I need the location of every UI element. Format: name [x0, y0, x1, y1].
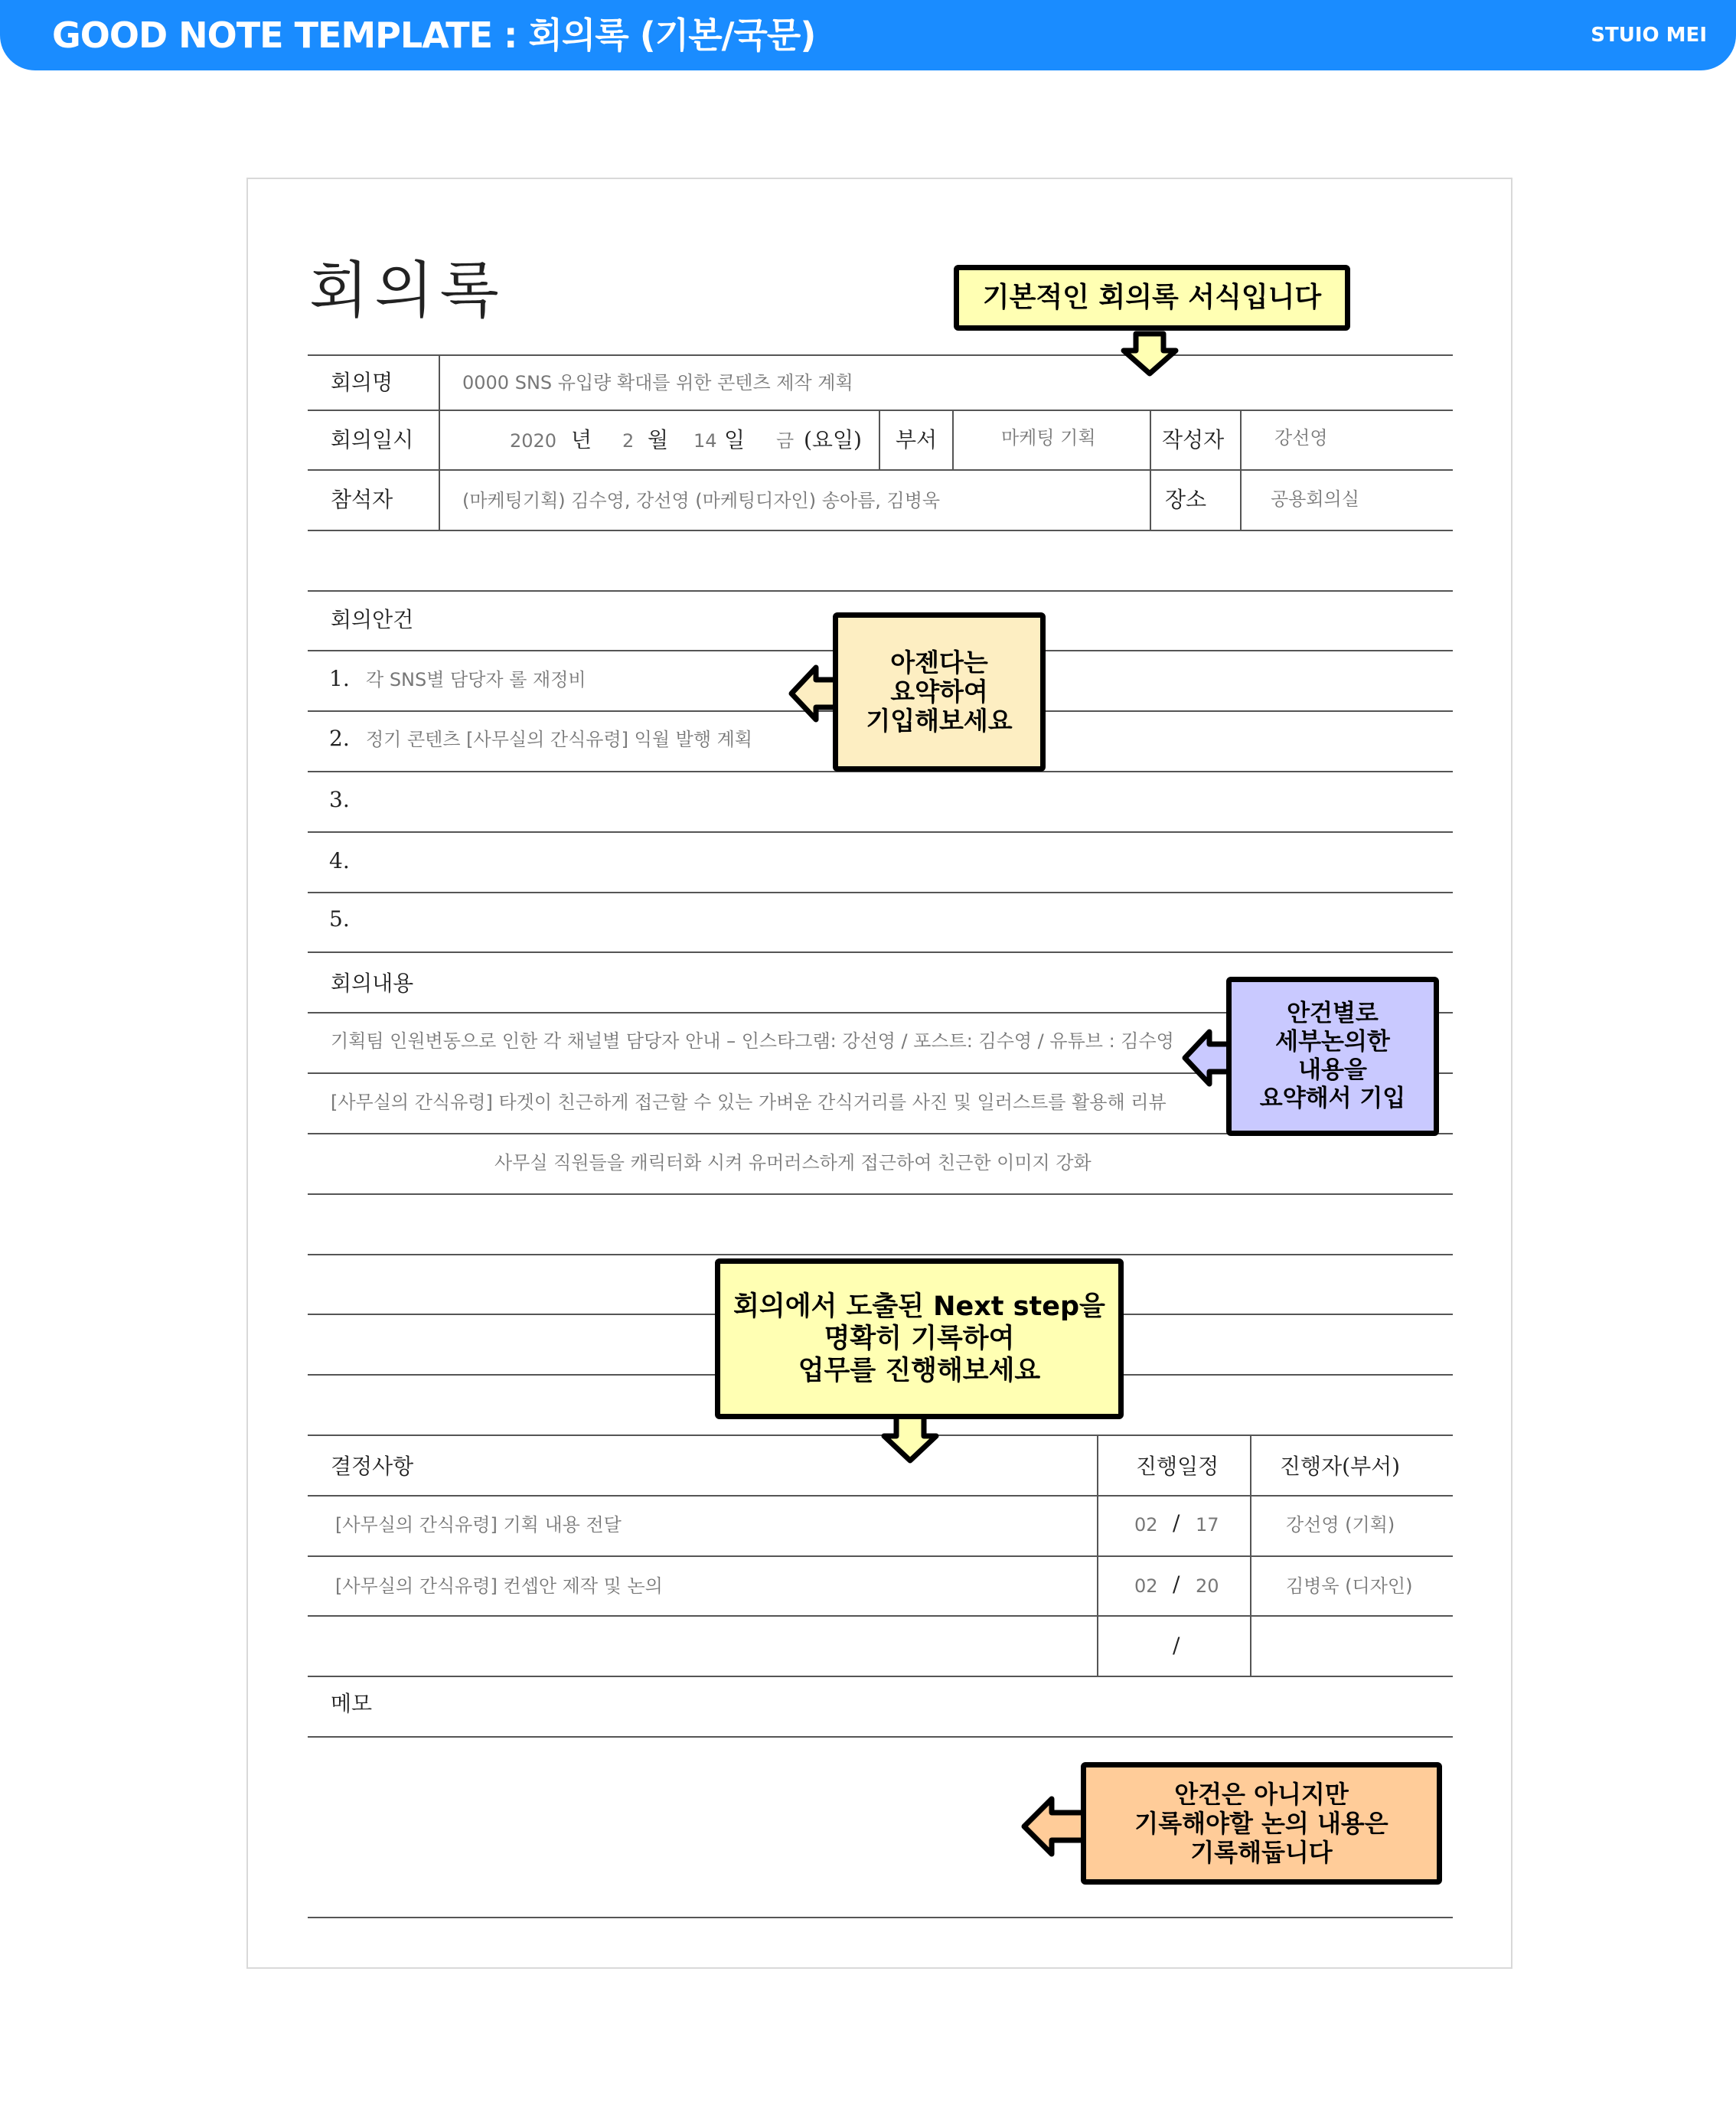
agenda-item-number: 3.: [329, 787, 350, 812]
callout-next-step-tip: 회의에서 도출된 Next step을 명확히 기록하여 업무를 진행해보세요: [715, 1258, 1124, 1419]
rule: [308, 892, 1453, 893]
agenda-item-text[interactable]: 각 SNS별 담당자 롤 재정비: [366, 669, 586, 690]
column-divider: [439, 354, 440, 530]
decision-owner[interactable]: 강선영 (기획): [1286, 1514, 1395, 1536]
agenda-item-number: 5.: [329, 906, 350, 932]
column-divider: [952, 410, 954, 469]
banner-title: GOOD NOTE TEMPLATE : 회의록 (기본/국문): [52, 15, 816, 56]
column-divider: [1097, 1435, 1098, 1676]
date-separator: /: [1173, 1572, 1180, 1597]
decision-month[interactable]: 02: [1134, 1514, 1158, 1536]
column-divider: [879, 410, 880, 469]
document-title: 회의록: [309, 255, 505, 326]
date-weekday-suffix: (요일): [804, 427, 862, 452]
decision-text[interactable]: [사무실의 간식유령] 기획 내용 전달: [335, 1514, 622, 1536]
content-line[interactable]: 사무실 직원들을 캐릭터화 시켜 유머러스하게 접근하여 친근한 이미지 강화: [494, 1152, 1092, 1173]
meeting-name-value[interactable]: 0000 SNS 유입량 확대를 위한 콘텐츠 제작 계획: [462, 372, 853, 393]
content-line[interactable]: 기획팀 인원변동으로 인한 각 채널별 담당자 안내 – 인스타그램: 강선영 / 포스트: 김수영 / 유튜브 : 김수영: [331, 1030, 1174, 1052]
rule: [308, 354, 1453, 356]
arrow-left-icon: [1021, 1796, 1085, 1857]
agenda-item-text[interactable]: 정기 콘텐츠 [사무실의 간식유령] 익월 발행 계획: [366, 729, 752, 750]
top-banner: [0, 0, 1736, 70]
callout-content-tip: 안건별로 세부논의한 내용을 요약해서 기입: [1226, 977, 1439, 1136]
rule: [308, 469, 1453, 471]
author-value[interactable]: 강선영: [1274, 427, 1328, 449]
rule: [308, 530, 1453, 531]
attendees-label: 참석자: [331, 487, 393, 512]
rule: [308, 410, 1453, 411]
rule: [308, 1193, 1453, 1195]
memo-label: 메모: [331, 1691, 373, 1716]
decision-month[interactable]: 02: [1134, 1575, 1158, 1597]
column-divider: [1240, 410, 1242, 530]
content-line[interactable]: [사무실의 간식유령] 타겟이 친근하게 접근할 수 있는 가벼운 간식거리를 사진 및 일러스트를 활용해 리뷰: [331, 1092, 1167, 1113]
callout-basic-format: 기본적인 회의록 서식입니다: [954, 265, 1350, 331]
decision-text[interactable]: [사무실의 간식유령] 컨셉안 제작 및 논의: [335, 1575, 663, 1597]
meeting-name-label: 회의명: [331, 370, 393, 395]
date-year[interactable]: 2020: [510, 430, 557, 452]
column-divider: [1250, 1435, 1251, 1676]
author-label: 작성자: [1162, 427, 1225, 452]
callout-memo-tip: 안건은 아니지만 기록해야할 논의 내용은 기록해둡니다: [1081, 1762, 1442, 1885]
date-day[interactable]: 14: [693, 430, 717, 452]
date-month-unit: 월: [648, 427, 669, 452]
date-weekday[interactable]: 금: [776, 430, 795, 452]
banner-brand: STUIO MEI: [1591, 24, 1707, 47]
rule: [308, 1495, 1453, 1497]
meeting-date-label: 회의일시: [331, 427, 414, 452]
arrow-down-icon: [879, 1416, 941, 1464]
rule: [308, 1917, 1453, 1918]
schedule-label: 진행일정: [1136, 1454, 1219, 1479]
dept-label: 부서: [896, 427, 938, 452]
decision-day[interactable]: 20: [1196, 1575, 1219, 1597]
place-label: 장소: [1165, 487, 1207, 512]
owner-label: 진행자(부서): [1280, 1454, 1401, 1479]
place-value[interactable]: 공용회의실: [1271, 488, 1359, 510]
rule: [308, 831, 1453, 833]
attendees-value[interactable]: (마케팅기획) 김수영, 강선영 (마케팅디자인) 송아름, 김병욱: [462, 490, 941, 511]
rule: [308, 1676, 1453, 1677]
date-separator: /: [1173, 1510, 1180, 1536]
date-day-unit: 일: [724, 427, 746, 452]
rule: [308, 1736, 1453, 1738]
content-label: 회의내용: [331, 971, 414, 996]
agenda-item-number: 4.: [329, 848, 350, 873]
arrow-down-icon: [1119, 334, 1180, 377]
decision-owner[interactable]: 김병욱 (디자인): [1286, 1575, 1413, 1597]
rule: [308, 590, 1453, 592]
date-month[interactable]: 2: [622, 430, 635, 452]
rule: [308, 1615, 1453, 1617]
decision-day[interactable]: 17: [1196, 1514, 1219, 1536]
date-separator: /: [1173, 1633, 1180, 1658]
agenda-label: 회의안건: [331, 607, 414, 632]
rule: [308, 951, 1453, 953]
column-divider: [1150, 410, 1151, 530]
agenda-item-number: 1.: [329, 666, 350, 691]
agenda-item-number: 2.: [329, 726, 350, 751]
dept-value[interactable]: 마케팅 기획: [1001, 427, 1096, 449]
callout-agenda-tip: 아젠다는 요약하여 기입해보세요: [833, 612, 1046, 772]
rule: [308, 1555, 1453, 1557]
rule: [308, 1254, 1453, 1255]
date-year-unit: 년: [571, 427, 592, 452]
decision-label: 결정사항: [331, 1454, 414, 1479]
